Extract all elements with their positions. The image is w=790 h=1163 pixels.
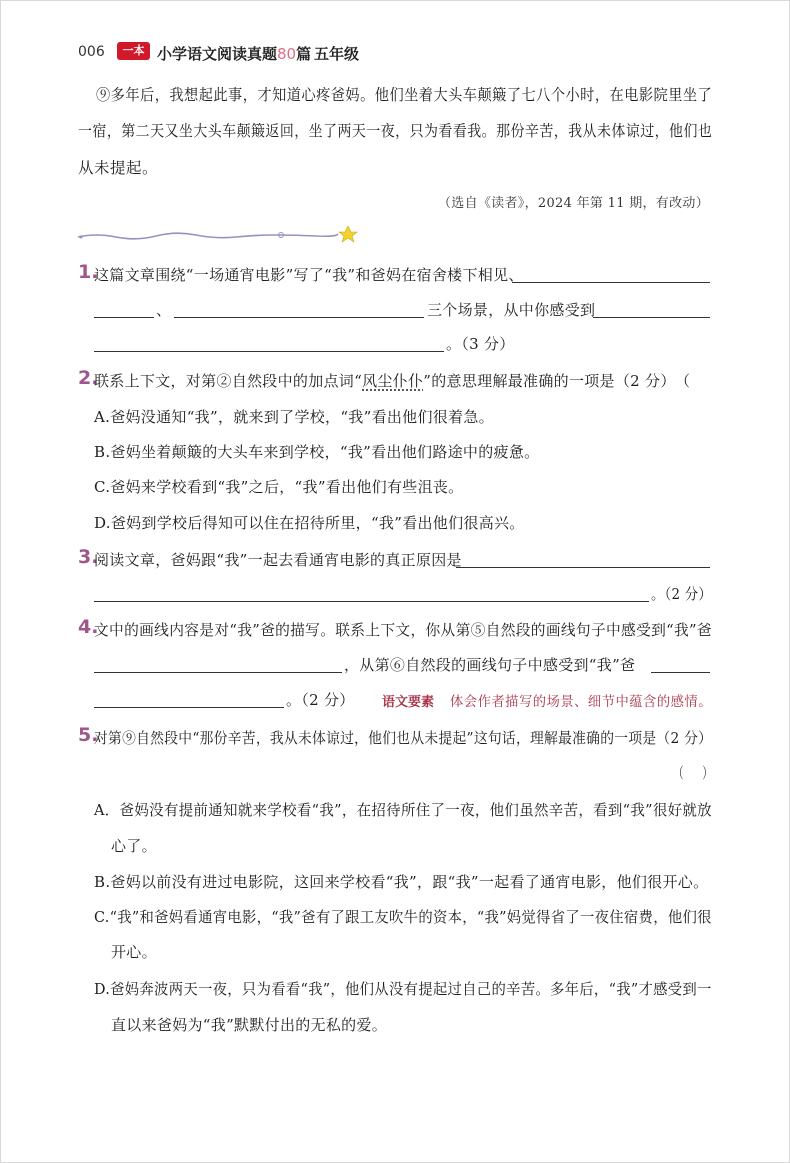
question-number: 3. [78,546,99,568]
option-d-continued[interactable]: 直以来爸妈为“我”默默付出的无私的爱。 [111,1016,388,1034]
answer-blank[interactable] [651,672,710,673]
question-2-stem: 联系上下文，对第②自然段中的加点词“ [94,372,363,390]
page-number: 006 [78,44,105,60]
passage-line: ⑨多年后，我想起此事，才知道心疼爸妈。他们坐着大头车颠簸了七八个小时，在电影院里坐了 [96,86,713,104]
grade-label: 五年级 [314,45,360,63]
option-b[interactable]: B.爸妈以前没有进过电影院，这回来学校看“我”，跟“我”一起看了通宵电影，他们很开心。 [94,873,709,891]
option-d[interactable]: D.爸妈到学校后得知可以住在招待所里，“我”看出他们很高兴。 [94,514,525,532]
answer-paren[interactable]: （ [675,372,691,390]
answer-blank[interactable] [174,317,424,318]
question-number: 1. [78,261,99,283]
answer-blank[interactable] [94,707,284,708]
dotted-word: 风尘仆仆 [362,372,424,390]
question-3-text: 阅读文章，爸妈跟“我”一起去看通宵电影的真正原因是 [94,551,462,569]
tag-text: 体会作者描写的场景、细节中蕴含的感情。 [450,694,713,710]
question-4-text: 文中的画线内容是对“我”爸的描写。联系上下文，你从第⑤自然段的画线句子中感受到“我”爸 [94,621,712,639]
option-a[interactable]: A．爸妈没有提前通知就来学校看“我”，在招待所住了一夜，他们虽然辛苦，看到“我”很好就放 [94,801,712,819]
question-1-text: 这篇文章围绕“一场通宵电影”写了“我”和爸妈在宿舍楼下相见、 [94,266,524,284]
answer-blank[interactable] [512,282,710,283]
book-title-number: 80 [277,45,297,63]
question-1-score: 。（3 分） [446,335,515,353]
question-4-score: 。（2 分） [286,691,355,709]
option-c[interactable]: C.爸妈来学校看到“我”之后，“我”看出他们有些沮丧。 [94,478,464,496]
option-b[interactable]: B.爸妈坐着颠簸的大头车来到学校，“我”看出他们路途中的疲惫。 [94,443,540,461]
option-c-continued[interactable]: 开心。 [111,943,157,961]
passage-line: 一宿，第二天又坐大头车颠簸返回，坐了两天一夜，只为看看我。那份辛苦，我从未体谅过，他们也 [78,122,713,140]
option-d[interactable]: D.爸妈奔波两天一夜，只为看看“我”，他们从没有提起过自己的辛苦。多年后，“我”才感受到一 [94,980,712,998]
answer-blank[interactable] [94,672,342,673]
answer-blank[interactable] [94,317,154,318]
book-title-prefix: 小学语文阅读真题 [157,45,278,63]
wavy-divider [76,223,361,245]
question-5-text: 对第⑨自然段中“那份辛苦，我从未体谅过，他们也从未提起”这句话，理解最准确的一项是（2 分） [94,729,713,747]
tag-label: 语文要素 [382,695,435,710]
publisher-logo: 一本 [117,42,150,60]
book-title [157,43,311,64]
passage-source: （选自《读者》，2024 年第 11 期，有改动） [437,196,709,211]
answer-blank[interactable] [94,601,649,602]
option-c[interactable]: C.“我”和爸妈看通宵电影，“我”爸有了跟工友吹牛的资本，“我”妈觉得省了一夜住宿费，他们很 [94,908,712,926]
question-2-stem: ”的意思理解最准确的一项是（2 分） [423,372,676,390]
question-4-text: ，从第⑥自然段的画线句子中感受到“我”爸 [344,656,636,674]
answer-blank[interactable] [94,351,444,352]
star-icon [339,226,357,242]
question-1-separator: 、 [156,301,172,319]
answer-blank[interactable] [456,567,710,568]
question-number: 5. [78,724,99,746]
answer-paren[interactable]: （ ） [674,764,713,782]
question-number: 4. [78,616,99,638]
option-a[interactable]: A.爸妈没通知“我”，就来到了学校，“我”看出他们很着急。 [94,408,494,426]
question-number: 2. [78,367,99,389]
question-1-text: 三个场景，从中你感受到 [427,301,596,319]
question-2-text [94,370,676,391]
passage-line: 从未提起。 [78,159,159,177]
answer-blank[interactable] [593,317,710,318]
option-a-continued[interactable]: 心了。 [111,837,157,855]
book-title-suffix: 篇 [296,45,312,63]
question-3-score: 。（2 分） [651,585,713,603]
